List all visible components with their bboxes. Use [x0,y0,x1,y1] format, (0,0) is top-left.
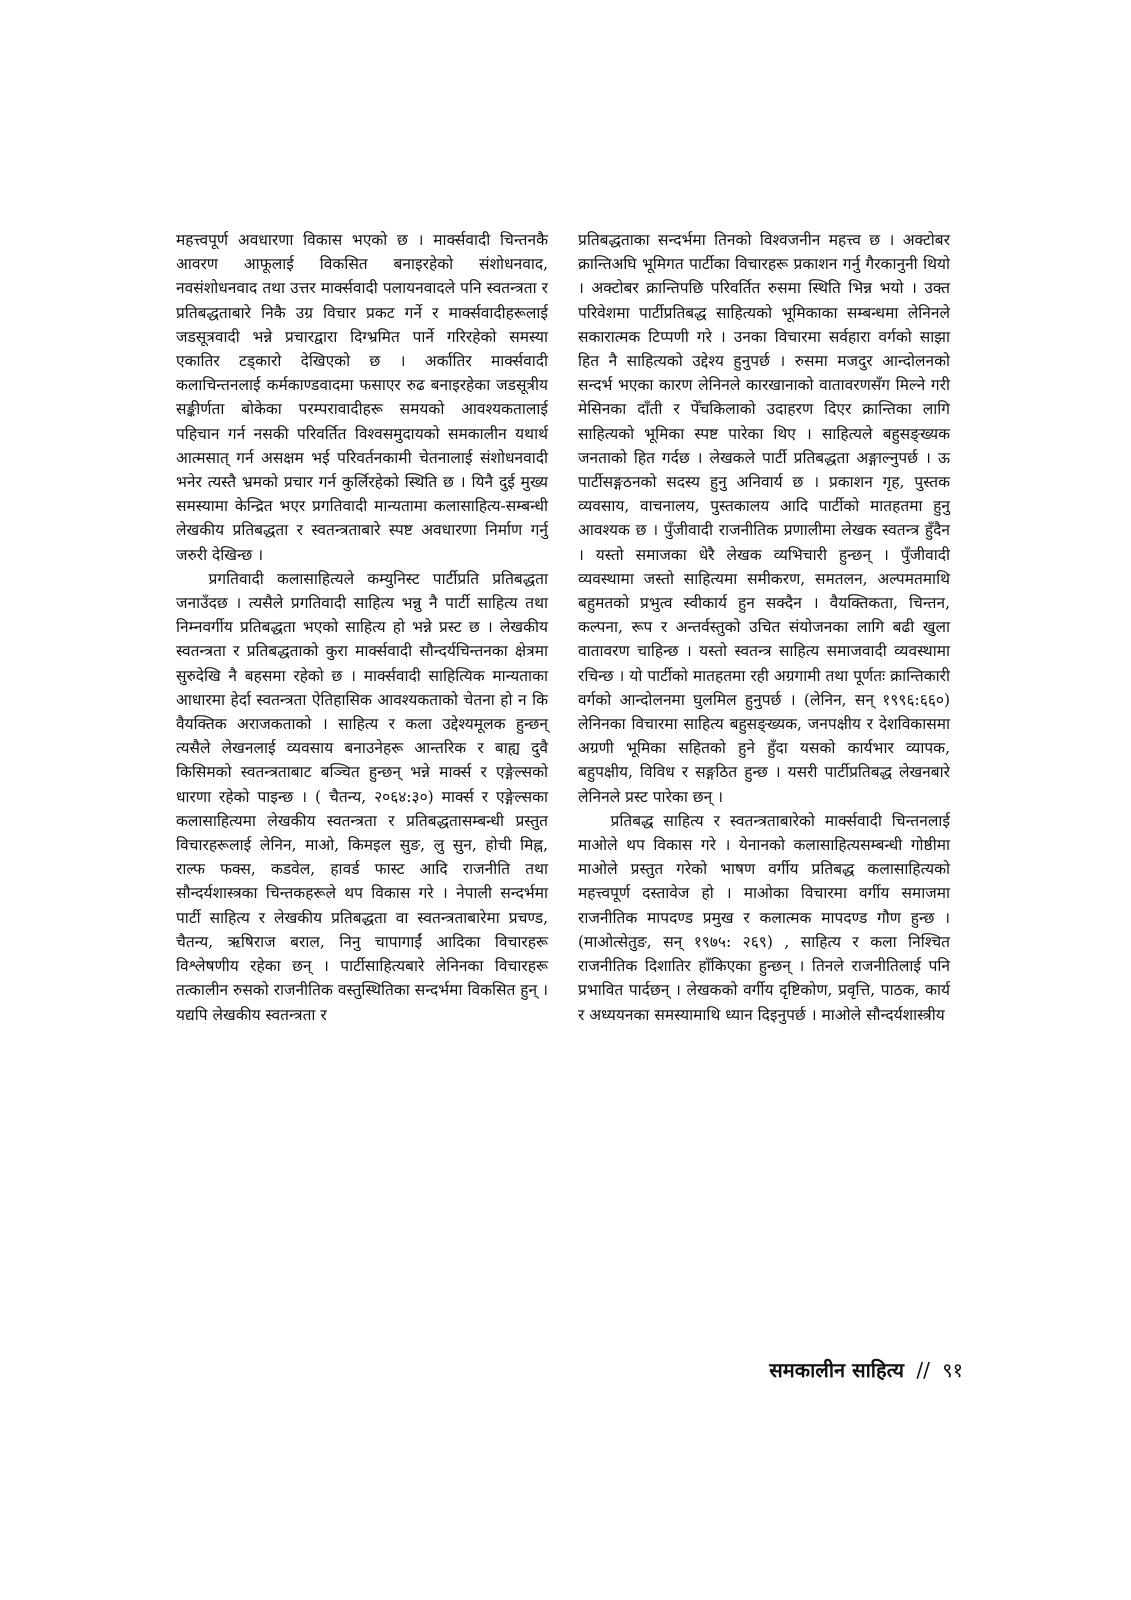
footer-separator: // [916,1358,930,1382]
right-paragraph-1: प्रतिबद्धताका सन्दर्भमा तिनको विश्वजनीन महत्त्व छ । अक्टोबर क्रान्तिअघि भूमिगत पार्टीका विचारहरू प्रकाशन गर्नु गैरकानुनी थियो । अक्टोबर क्रान्तिपछि परिवर्तित रुसमा स्थिति भिन्न भयो । उक्त परिवेशमा पार्टीप्रतिबद्ध साहित्यको भूमिकाका सम्बन्धमा लेनिनले सकारात्मक टिप्पणी गरे । उनका विचारमा सर्वहारा वर्गको साझा हित नै साहित्यको उद्देश्य हुनुपर्छ । रुसमा मजदुर आन्दोलनको सन्दर्भ भएका कारण लेनिनले कारखानाको वातावरणसँग मिल्ने गरी मेसिनका दाँती र पेँचकिलाको उदाहरण दिएर क्रान्तिका लागि साहित्यको भूमिका स्पष्ट पारेका थिए । साहित्यले बहुसङ्ख्यक जनताको हित गर्दछ । लेखकले पार्टी प्रतिबद्धता अङ्गाल्नुपर्छ । ऊ पार्टीसङ्गठनको सदस्य हुनु अनिवार्य छ । प्रकाशन गृह, पुस्तक व्यवसाय, वाचनालय, पुस्तकालय आदि पार्टीको मातहतमा हुनु आवश्यक छ । पुँजीवादी राजनीतिक प्रणालीमा लेखक स्वतन्त्र हुँदैन । यस्तो समाजका धेरै लेखक व्यभिचारी हुन्छन् । पुँजीवादी व्यवस्थामा जस्तो साहित्यमा समीकरण, समतलन, अल्पमतमाथि बहुमतको प्रभुत्व स्वीकार्य हुन सक्दैन । वैयक्तिकता, चिन्तन, कल्पना, रूप र अन्तर्वस्तुको उचित संयोजनका लागि बढी खुला वातावरण चाहिन्छ । यस्तो स्वतन्त्र साहित्य समाजवादी व्यवस्थामा रचिन्छ । यो पार्टीको मातहतमा रही अग्रगामी तथा पूर्णतः क्रान्तिकारी वर्गको आन्दोलनमा घुलमिल हुनुपर्छ । (लेनिन, सन् १९९६:६६०) लेनिनका विचारमा साहित्य बहुसङ्ख्यक, जनपक्षीय र देशविकासमा अग्रणी भूमिका सहितको हुने हुँदा यसको कार्यभार व्यापक, बहुपक्षीय, विविध र सङ्गठित हुन्छ । यसरी पार्टीप्रतिबद्ध लेखनबारे लेनिनले प्रस्ट पारेका छन् । [578,231,950,806]
right-paragraph-2: प्रतिबद्ध साहित्य र स्वतन्त्रताबारेको मार्क्सवादी चिन्तनलाई माओले थप विकास गरे । येनानको कलासाहित्यसम्बन्धी गोष्ठीमा माओले प्रस्तुत गरेको भाषण वर्गीय प्रतिबद्ध कलासाहित्यको महत्त्वपूर्ण दस्तावेज हो । माओका विचारमा वर्गीय समाजमा राजनीतिक मापदण्ड प्रमुख र कलात्मक मापदण्ड गौण हुन्छ । (माओत्सेतुङ, सन् १९७५: २६९) , साहित्य र कला निश्चित राजनीतिक दिशातिर हाँकिएका हुन्छन् । तिनले राजनीतिलाई पनि प्रभावित पार्दछन् । लेखकको वर्गीय दृष्टिकोण, प्रवृत्ति, पाठक, कार्य र अध्ययनका समस्यामाथि ध्यान दिइनुपर्छ । माओले सौन्दर्यशास्त्रीय [578,811,950,1024]
left-paragraph-2: प्रगतिवादी कलासाहित्यले कम्युनिस्ट पार्टीप्रति प्रतिबद्धता जनाउँदछ । त्यसैले प्रगतिवादी साहित्य भन्नु नै पार्टी साहित्य तथा निम्नवर्गीय प्रतिबद्धता भएको साहित्य हो भन्ने प्रस्ट छ । लेखकीय स्वतन्त्रता र प्रतिबद्धताको कुरा मार्क्सवादी सौन्दर्यचिन्तनका क्षेत्रमा सुरुदेखि नै बहसमा रहेको छ । मार्क्सवादी साहित्यिक मान्यताका आधारमा हेर्दा स्वतन्त्रता ऐतिहासिक आवश्यकताको चेतना हो न कि वैयक्तिक अराजकताको । साहित्य र कला उद्देश्यमूलक हुन्छन् त्यसैले लेखनलाई व्यवसाय बनाउनेहरू आन्तरिक र बाह्य दुवै किसिमको स्वतन्त्रताबाट बञ्चित हुन्छन् भन्ने मार्क्स र एङ्गेल्सको धारणा रहेको पाइन्छ । ( चैतन्य, २०६४:३०) मार्क्स र एङ्गेल्सका कलासाहित्यमा लेखकीय स्वतन्त्रता र प्रतिबद्धतासम्बन्धी प्रस्तुत विचारहरूलाई लेनिन, माओ, किमइल सुङ, लु सुन, होची मिह्न, राल्फ फक्स, कडवेल, हावर्ड फास्ट आदि राजनीति तथा सौन्दर्यशास्त्रका चिन्तकहरूले थप विकास गरे । नेपाली सन्दर्भमा पार्टी साहित्य र लेखकीय प्रतिबद्धता वा स्वतन्त्रताबारेमा प्रचण्ड, चैतन्य, ऋषिराज बराल, निनु चापागाईं आदिका विचारहरू विश्लेषणीय रहेका छन् । पार्टीसाहित्यबारे लेनिनका विचारहरू तत्कालीन रुसको राजनीतिक वस्तुस्थितिका सन्दर्भमा विकसित हुन् । यद्यपि लेखकीय स्वतन्त्रता र [176,569,548,1024]
left-paragraph-1: महत्त्वपूर्ण अवधारणा विकास भएको छ । मार्क्सवादी चिन्तनकै आवरण आफूलाई विकसित बनाइरहेको संशोधनवाद, नवसंशोधनवाद तथा उत्तर मार्क्सवादी पलायनवादले पनि स्वतन्त्रता र प्रतिबद्धताबारे निकै उग्र विचार प्रकट गर्ने र मार्क्सवादीहरूलाई जडसूत्रवादी भन्ने प्रचारद्वारा दिग्भ्रमित पार्ने गरिरहेको समस्या एकातिर टड्कारो देखिएको छ । अर्कातिर मार्क्सवादी कलाचिन्तनलाई कर्मकाण्डवादमा फसाएर रुढ बनाइरहेका जडसूत्रीय सङ्कीर्णता बोकेका परम्परावादीहरू समयको आवश्यकतालाई पहिचान गर्न नसकी परिवर्तित विश्वसमुदायको समकालीन यथार्थ आत्मसात् गर्न असक्षम भई परिवर्तनकामी चेतनालाई संशोधनवादी भनेर त्यस्तै भ्रमको प्रचार गर्न कुर्लिरहेको स्थिति छ । यिनै दुई मुख्य समस्यामा केन्द्रित भएर प्रगतिवादी मान्यतामा कलासाहित्य-सम्बन्धी लेखकीय प्रतिबद्धता र स्वतन्त्रताबारे स्पष्ट अवधारणा निर्माण गर्नु जरुरी देखिन्छ । [176,231,548,564]
page-number: ९१ [942,1358,963,1382]
journal-title: समकालीन साहित्य [769,1358,904,1382]
right-column [578,228,950,1027]
page-footer [769,1356,963,1383]
left-column [176,228,548,1027]
